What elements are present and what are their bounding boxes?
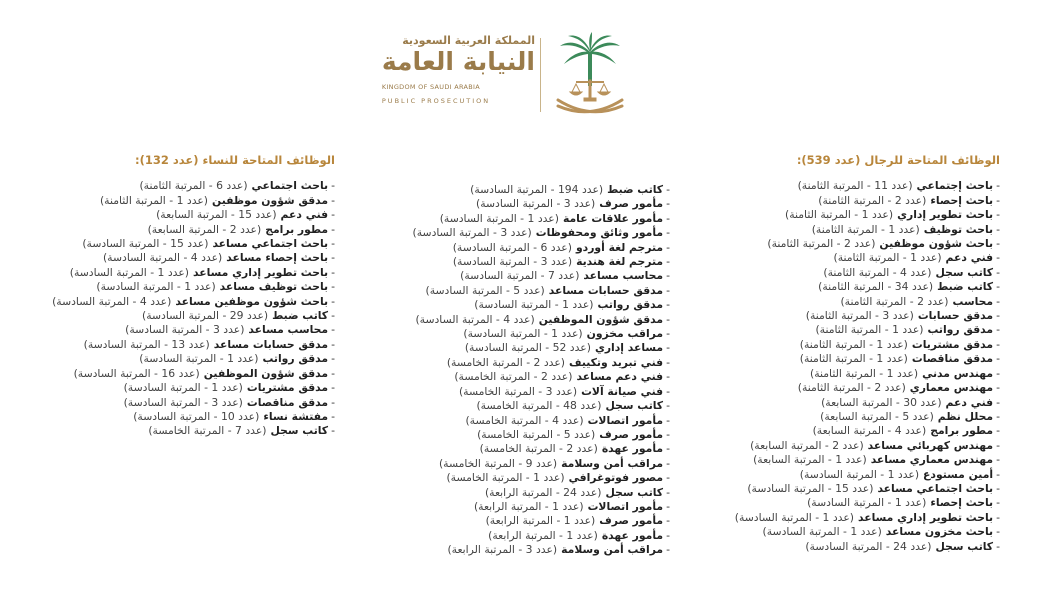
job-detail: (عدد 2 - المرتبة الثامنة) [767,237,876,251]
job-detail: (عدد 1 - المرتبة السابعة) [753,453,867,467]
job-item [413,543,670,557]
list-dash: - [666,341,670,355]
job-item [52,208,335,222]
list-dash: - [996,337,1000,351]
job-title: مصور فوتوغرافي [568,471,664,485]
job-title: باحث شؤون موظفين مساعد [175,294,329,308]
job-title: كاتب سجل [270,424,329,438]
job-item [735,511,1000,525]
job-detail: (عدد 2 - المرتبة الثامنة) [840,294,949,308]
job-item [52,266,335,280]
job-item [413,212,670,226]
list-dash: - [996,539,1000,553]
job-item [52,381,335,395]
list-dash: - [996,424,1000,438]
job-detail: (عدد 3 - المرتبة السادسة) [412,226,532,240]
list-dash: - [996,193,1000,207]
job-detail: (عدد 3 - المرتبة الثامنة) [805,309,914,323]
job-detail: (عدد 2 - المرتبة الخامسة) [454,370,573,384]
job-detail: (عدد 15 - المرتبة السادسة) [747,481,874,495]
job-title: كاتب ضبط [607,183,664,196]
list-dash: - [666,255,670,269]
job-title: فني دعم [945,251,994,265]
job-item [735,381,1000,395]
job-item [413,183,670,197]
list-dash: - [666,312,670,326]
women-jobs-list [52,179,335,438]
list-dash: - [331,424,335,438]
job-item [52,280,335,294]
list-dash: - [666,226,670,240]
list-dash: - [666,211,670,225]
list-dash: - [666,183,670,196]
list-dash: - [996,251,1000,265]
job-item [413,197,670,211]
job-title: كاتب سجل [935,265,994,279]
job-title: محاسب مساعد [248,323,329,337]
job-title: فني دعم [945,395,994,409]
job-detail: (عدد 4 - المرتبة الثامنة) [823,265,932,279]
job-title: مدقق حسابات مساعد [548,283,664,297]
list-dash: - [996,294,1000,308]
job-item [413,356,670,370]
list-dash: - [666,197,670,211]
job-item [52,295,335,309]
job-title: فني صيانة آلات [581,384,664,398]
job-title: باحث مخزون مساعد [885,525,994,539]
job-detail: (عدد 15 - المرتبة السابعة) [156,208,277,222]
men-jobs-title: الوظائف المتاحة للرجال (عدد 539): [796,153,1000,167]
job-title: باحث إحصاء [930,193,994,207]
job-item [413,399,670,413]
job-title: مهندس كهربائي مساعد [867,438,994,452]
job-item [413,414,670,428]
list-dash: - [666,298,670,312]
job-detail: (عدد 1 - المرتبة الثامنة) [799,337,908,351]
job-detail: (عدد 7 - المرتبة الخامسة) [148,424,267,438]
job-title: كاتب سجل [605,485,664,499]
job-detail: (عدد 1 - المرتبة الرابعة) [485,514,596,528]
job-item [413,442,670,456]
job-item [413,500,670,514]
job-detail: (عدد 1 - المرتبة السادسة) [474,298,594,312]
job-detail: (عدد 1 - المرتبة الثامنة) [815,323,924,337]
job-detail: (عدد 3 - المرتبة السادسة) [475,197,596,211]
job-title: كاتب ضبط [272,309,329,323]
job-item [735,295,1000,309]
job-title: مأمور صرف [599,427,664,441]
list-dash: - [331,193,335,207]
job-item [52,352,335,366]
job-detail: (عدد 1 - المرتبة السادسة) [439,211,559,225]
job-item [413,226,670,240]
job-item [735,396,1000,410]
job-detail: (عدد 5 - المرتبة السابعة) [820,409,934,423]
job-item [413,428,670,442]
job-title: مدقق مناقصات [911,352,994,366]
job-title: مدقق شؤون الموظفين [538,312,664,326]
list-dash: - [666,485,670,499]
job-title: مدقق شؤون الموظفين [203,366,329,380]
job-title: باحث توظيف [923,222,994,236]
job-title: مهندس معماري مساعد [870,453,994,467]
list-dash: - [996,481,1000,495]
kingdom-name-ar: المملكة العربية السعودية [402,34,535,47]
job-title: مأمور وثائق ومحفوظات [535,226,664,240]
middle-jobs-list [413,183,670,558]
job-detail: (عدد 13 - المرتبة السادسة) [83,337,210,351]
job-item [735,266,1000,280]
job-detail: (عدد 2 - المرتبة السابعة) [750,438,864,452]
job-detail: (عدد 2 - المرتبة الخامسة) [446,355,565,369]
job-item [735,496,1000,510]
job-item [413,486,670,500]
job-detail: (عدد 1 - المرتبة السادسة) [96,280,216,294]
job-item [735,338,1000,352]
job-item [735,223,1000,237]
job-detail: (عدد 1 - المرتبة الثامنة) [810,366,919,380]
list-dash: - [996,395,1000,409]
job-detail: (عدد 2 - المرتبة الثامنة) [797,381,906,395]
job-title: باحث إحصاء [930,496,994,510]
list-dash: - [666,269,670,283]
job-detail: (عدد 5 - المرتبة السادسة) [425,283,545,297]
job-item [52,194,335,208]
job-item [52,410,335,424]
list-dash: - [331,265,335,279]
men-jobs-column [735,153,1000,554]
job-title: باحث إجتماعي [916,179,994,193]
list-dash: - [996,453,1000,467]
job-title: مدقق رواتب [597,298,664,312]
job-title: مأمور صرف [599,514,664,528]
job-title: مأمور اتصالات [587,413,664,427]
job-detail: (عدد 2 - المرتبة الثامنة) [818,193,927,207]
job-detail: (عدد 4 - المرتبة السادسة) [415,312,535,326]
list-dash: - [996,438,1000,452]
job-item [52,251,335,265]
job-title: مدقق رواتب [927,323,994,337]
list-dash: - [996,409,1000,423]
job-title: باحث إحصاء مساعد [226,251,329,265]
list-dash: - [666,240,670,254]
job-title: باحث تطوير إداري مساعد [857,510,994,524]
job-detail: (عدد 24 - المرتبة الرابعة) [484,485,602,499]
list-dash: - [996,352,1000,366]
list-dash: - [996,510,1000,524]
job-detail: (عدد 1 - المرتبة السادسة) [123,381,243,395]
job-item [735,179,1000,193]
job-item [735,367,1000,381]
org-name-en: PUBLIC PROSECUTION [381,97,491,105]
list-dash: - [996,280,1000,294]
job-title: مدقق مشتريات [911,337,994,351]
job-item [413,327,670,341]
job-item [735,439,1000,453]
list-dash: - [666,399,670,413]
job-detail: (عدد 1 - المرتبة السادسة) [734,510,854,524]
job-detail: (عدد 4 - المرتبة السادسة) [102,251,223,265]
job-detail: (عدد 2 - المرتبة الخامسة) [479,442,598,456]
job-item [735,309,1000,323]
job-title: باحث تطوير إداري مساعد [192,265,329,279]
job-title: كاتب سجل [605,399,664,413]
job-detail: (عدد 1 - المرتبة الثامنة) [811,222,920,236]
organization-name [382,34,535,105]
men-jobs-list [735,179,1000,554]
job-title: مطور برامج [930,424,994,438]
job-detail: (عدد 1 - المرتبة السادسة) [69,265,189,279]
job-title: مراقب مخزون [586,327,664,341]
women-jobs-title: الوظائف المتاحة للنساء (عدد 132): [134,153,335,167]
job-item [735,424,1000,438]
job-detail: (عدد 3 - المرتبة السادسة) [123,395,243,409]
job-item [413,284,670,298]
job-item [52,338,335,352]
list-dash: - [331,179,335,193]
list-dash: - [331,208,335,222]
list-dash: - [331,294,335,308]
list-dash: - [996,237,1000,251]
list-dash: - [331,309,335,323]
job-title: مراقب أمن وسلامة [561,456,664,470]
middle-jobs-column [413,183,670,558]
job-title: محلل نظم [937,409,994,423]
job-item [413,529,670,543]
list-dash: - [996,366,1000,380]
job-title: مترجم لغة هندية [576,255,664,269]
header-divider [540,38,541,112]
job-item [735,540,1000,554]
job-detail: (عدد 7 - المرتبة السادسة) [460,269,580,283]
list-dash: - [331,366,335,380]
list-dash: - [666,528,670,542]
job-title: مدقق حسابات [917,309,994,323]
job-detail: (عدد 3 - المرتبة السادسة) [452,255,573,269]
job-title: مفتشة نساء [263,409,329,423]
list-dash: - [996,323,1000,337]
org-name-ar: النيابة العامة [381,47,535,76]
job-detail: (عدد 11 - المرتبة الثامنة) [797,179,913,193]
job-title: باحث تطوير إداري [897,208,994,222]
job-item [413,514,670,528]
list-dash: - [666,413,670,427]
job-title: فني تبريد وتكييف [568,355,664,369]
job-detail: (عدد 52 - المرتبة السادسة) [464,341,591,355]
job-title: باحث شؤون موظفين [879,237,994,251]
list-dash: - [996,179,1000,193]
job-title: كاتب ضبط [937,280,994,294]
list-dash: - [331,251,335,265]
job-detail: (عدد 10 - المرتبة السادسة) [133,409,260,423]
job-title: فني دعم مساعد [576,370,664,384]
job-item [413,255,670,269]
list-dash: - [666,283,670,297]
job-detail: (عدد 2 - المرتبة السابعة) [147,222,262,236]
list-dash: - [666,442,670,456]
job-detail: (عدد 194 - المرتبة السادسة) [470,183,604,196]
job-title: مأمور عهدة [601,528,664,542]
job-title: أمين مستودع [923,467,994,481]
women-jobs-column [52,153,335,439]
job-item [413,298,670,312]
job-detail: (عدد 6 - المرتبة السادسة) [452,240,572,254]
job-detail: (عدد 48 - المرتبة الخامسة) [476,399,602,413]
job-detail: (عدد 1 - المرتبة الثامنة) [785,208,894,222]
job-title: باحث اجتماعي [251,179,329,193]
job-item [52,323,335,337]
job-title: مدقق مشتريات [246,381,329,395]
job-item [735,525,1000,539]
job-detail: (عدد 1 - المرتبة الرابعة) [488,528,598,542]
job-item [413,457,670,471]
job-detail: (عدد 24 - المرتبة السادسة) [805,539,932,553]
job-item [413,269,670,283]
job-title: مدقق شؤون موظفين [212,193,329,207]
job-title: كاتب سجل [935,539,994,553]
job-item [52,223,335,237]
job-title: مأمور علاقات عامة [562,211,664,225]
list-dash: - [666,543,670,557]
list-dash: - [666,514,670,528]
job-item [52,309,335,323]
list-dash: - [331,222,335,236]
job-title: باحث اجتماعي مساعد [212,237,329,251]
job-item [735,482,1000,496]
job-title: مأمور صرف [599,197,664,211]
list-dash: - [331,337,335,351]
list-dash: - [996,265,1000,279]
job-item [735,237,1000,251]
job-detail: (عدد 9 - المرتبة الخامسة) [438,456,558,470]
job-detail: (عدد 4 - المرتبة الخامسة) [465,413,584,427]
job-title: مساعد إداري [594,341,664,355]
job-item [735,468,1000,482]
list-dash: - [996,496,1000,510]
job-item [735,352,1000,366]
job-detail: (عدد 29 - المرتبة السادسة) [141,309,269,323]
job-detail: (عدد 4 - المرتبة السابعة) [812,424,927,438]
list-dash: - [666,471,670,485]
list-dash: - [666,499,670,513]
job-title: مدقق رواتب [262,352,329,366]
job-title: مطور برامج [265,222,329,236]
job-item [413,370,670,384]
job-detail: (عدد 1 - المرتبة الثامنة) [99,193,209,207]
list-dash: - [331,395,335,409]
job-detail: (عدد 3 - المرتبة الخامسة) [458,384,578,398]
job-item [735,453,1000,467]
job-title: مهندس مدني [922,366,994,380]
list-dash: - [996,208,1000,222]
list-dash: - [666,456,670,470]
palm-swords-scales-icon [550,30,630,120]
job-detail: (عدد 16 - المرتبة السادسة) [73,366,200,380]
list-dash: - [331,237,335,251]
job-detail: (عدد 15 - المرتبة السادسة) [82,237,209,251]
job-item [735,208,1000,222]
job-title: مهندس معماري [909,381,994,395]
job-detail: (عدد 3 - المرتبة الرابعة) [447,543,558,557]
list-dash: - [666,327,670,341]
job-item [735,280,1000,294]
job-detail: (عدد 6 - المرتبة الثامنة) [139,179,248,193]
job-title: مدقق مناقصات [246,395,329,409]
job-detail: (عدد 1 - المرتبة السادسة) [762,525,882,539]
job-title: باحث اجتماعي مساعد [877,481,994,495]
job-detail: (عدد 30 - المرتبة السابعة) [821,395,942,409]
list-dash: - [331,352,335,366]
job-title: محاسب [952,294,994,308]
job-detail: (عدد 4 - المرتبة السادسة) [52,294,172,308]
job-title: مدقق حسابات مساعد [213,337,329,351]
job-item [413,241,670,255]
job-item [413,341,670,355]
job-detail: (عدد 1 - المرتبة الثامنة) [833,251,942,265]
job-item [52,179,335,193]
job-title: فني دعم [280,208,329,222]
job-item [735,410,1000,424]
job-detail: (عدد 1 - المرتبة الرابعة) [473,499,584,513]
job-item [735,323,1000,337]
list-dash: - [331,409,335,423]
job-detail: (عدد 1 - المرتبة الثامنة) [799,352,908,366]
list-dash: - [996,381,1000,395]
list-dash: - [666,427,670,441]
list-dash: - [331,323,335,337]
job-detail: (عدد 1 - المرتبة السادسة) [463,327,583,341]
job-item [413,313,670,327]
job-detail: (عدد 1 - المرتبة السادسة) [807,496,927,510]
job-item [413,385,670,399]
list-dash: - [996,222,1000,236]
list-dash: - [666,384,670,398]
job-title: باحث توظيف مساعد [219,280,329,294]
list-dash: - [331,280,335,294]
job-title: محاسب مساعد [583,269,664,283]
kingdom-name-en: KINGDOM OF SAUDI ARABIA [381,83,480,91]
job-item [52,424,335,438]
job-detail: (عدد 3 - المرتبة السادسة) [125,323,245,337]
job-item [735,251,1000,265]
job-item [52,367,335,381]
list-dash: - [996,525,1000,539]
job-item [52,396,335,410]
job-detail: (عدد 1 - المرتبة السادسة) [139,352,259,366]
job-detail: (عدد 34 - المرتبة الثامنة) [818,280,934,294]
job-title: مأمور اتصالات [587,499,664,513]
list-dash: - [996,467,1000,481]
job-detail: (عدد 1 - المرتبة السادسة) [799,467,920,481]
job-detail: (عدد 1 - المرتبة الخامسة) [446,471,565,485]
job-title: مأمور عهدة [601,442,664,456]
list-dash: - [666,355,670,369]
list-dash: - [996,309,1000,323]
header [381,30,630,120]
job-item [413,471,670,485]
job-detail: (عدد 5 - المرتبة الخامسة) [477,427,596,441]
list-dash: - [666,370,670,384]
list-dash: - [331,381,335,395]
job-title: مترجم لغة أوردو [575,240,664,254]
job-title: مراقب أمن وسلامة [561,543,664,557]
job-item [52,237,335,251]
job-item [735,194,1000,208]
